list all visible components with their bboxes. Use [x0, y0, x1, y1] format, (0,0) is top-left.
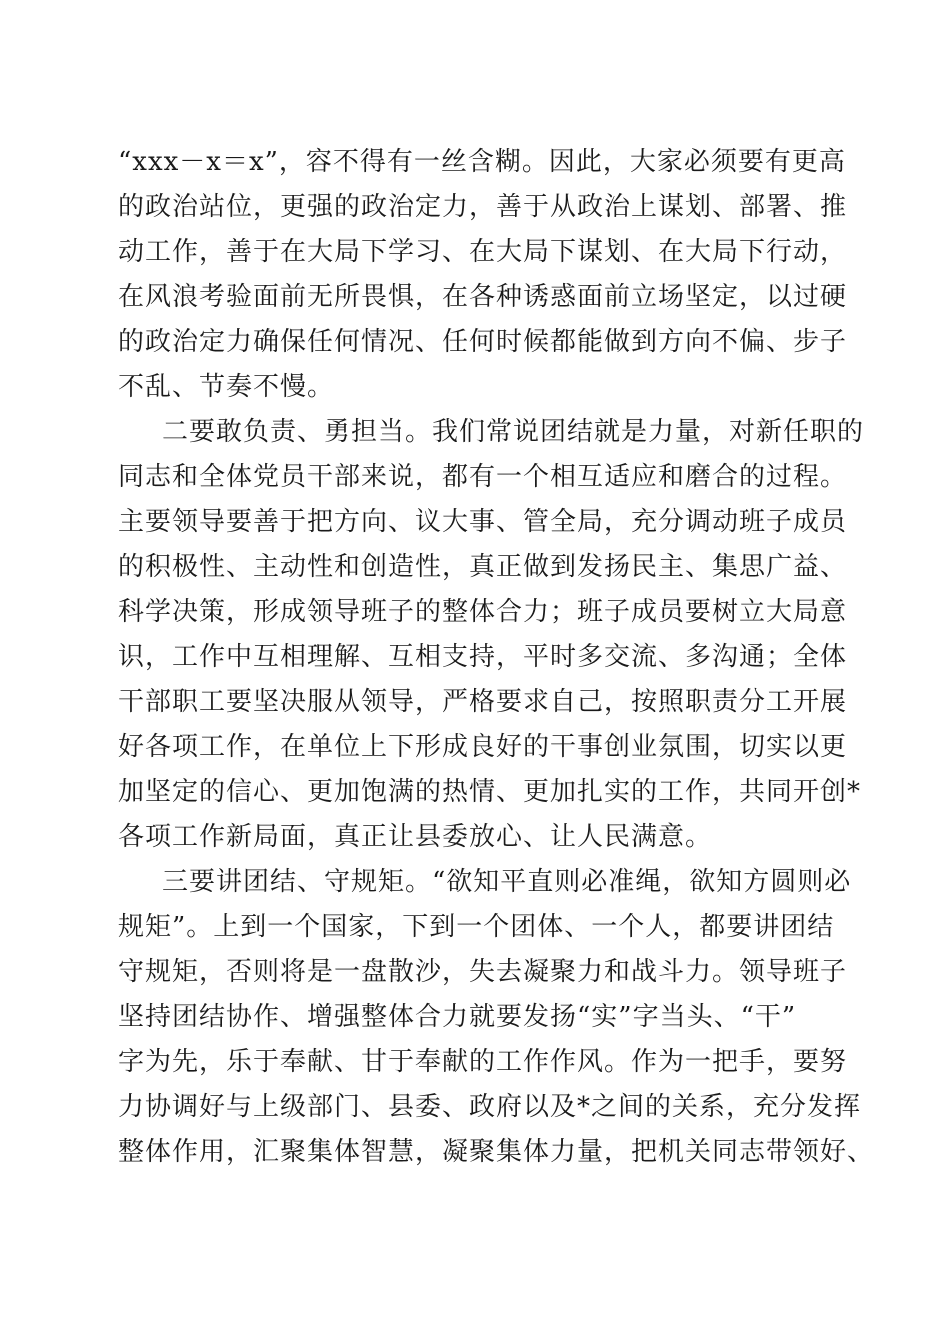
- text-line: “xxx－x＝x”，容不得有一丝含糊。因此，大家必须要有更高: [118, 147, 846, 177]
- text-line: 规矩”。上到一个国家，下到一个团体、一个人，都要讲团结: [118, 912, 835, 942]
- text-line: 同志和全体党员干部来说，都有一个相互适应和磨合的过程。: [118, 462, 848, 492]
- text-line: 在风浪考验面前无所畏惧，在各种诱惑面前立场坚定，以过硬: [118, 282, 848, 312]
- text-line: 二要敢负责、勇担当。我们常说团结就是力量，对新任职的: [162, 417, 865, 447]
- text-line: 三要讲团结、守规矩。“欲知平直则必准绳，欲知方圆则必: [162, 867, 852, 897]
- paragraph-1: [118, 140, 848, 410]
- text-line: 整体作用，汇聚集体智慧，凝聚集体力量，把机关同志带领好、: [118, 1137, 875, 1167]
- paragraph-3: [118, 860, 875, 1175]
- text-line: 加坚定的信心、更加饱满的热情、更加扎实的工作，共同开创*: [118, 777, 862, 807]
- text-line: 科学决策，形成领导班子的整体合力；班子成员要树立大局意: [118, 597, 848, 627]
- paragraph-2: [118, 410, 865, 860]
- document-body: [118, 140, 875, 1175]
- text-line: 守规矩，否则将是一盘散沙，失去凝聚力和战斗力。领导班子: [118, 957, 848, 987]
- text-line: 的政治站位，更强的政治定力，善于从政治上谋划、部署、推: [118, 192, 848, 222]
- text-line: 各项工作新局面，真正让县委放心、让人民满意。: [118, 822, 713, 852]
- text-line: 坚持团结协作、增强整体合力就要发扬“实”字当头、“干”: [118, 1002, 797, 1032]
- text-line: 字为先，乐于奉献、甘于奉献的工作作风。作为一把手，要努: [118, 1047, 848, 1077]
- text-line: 好各项工作，在单位上下形成良好的干事创业氛围，切实以更: [118, 732, 848, 762]
- text-line: 的政治定力确保任何情况、任何时候都能做到方向不偏、步子: [118, 327, 848, 357]
- text-line: 不乱、节奏不慢。: [118, 372, 335, 402]
- text-line: 动工作，善于在大局下学习、在大局下谋划、在大局下行动，: [118, 237, 848, 267]
- text-line: 主要领导要善于把方向、议大事、管全局，充分调动班子成员: [118, 507, 848, 537]
- text-line: 识，工作中互相理解、互相支持，平时多交流、多沟通；全体: [118, 642, 848, 672]
- text-line: 力协调好与上级部门、县委、政府以及*之间的关系，充分发挥: [118, 1092, 862, 1122]
- text-line: 干部职工要坚决服从领导，严格要求自己，按照职责分工开展: [118, 687, 848, 717]
- text-line: 的积极性、主动性和创造性，真正做到发扬民主、集思广益、: [118, 552, 848, 582]
